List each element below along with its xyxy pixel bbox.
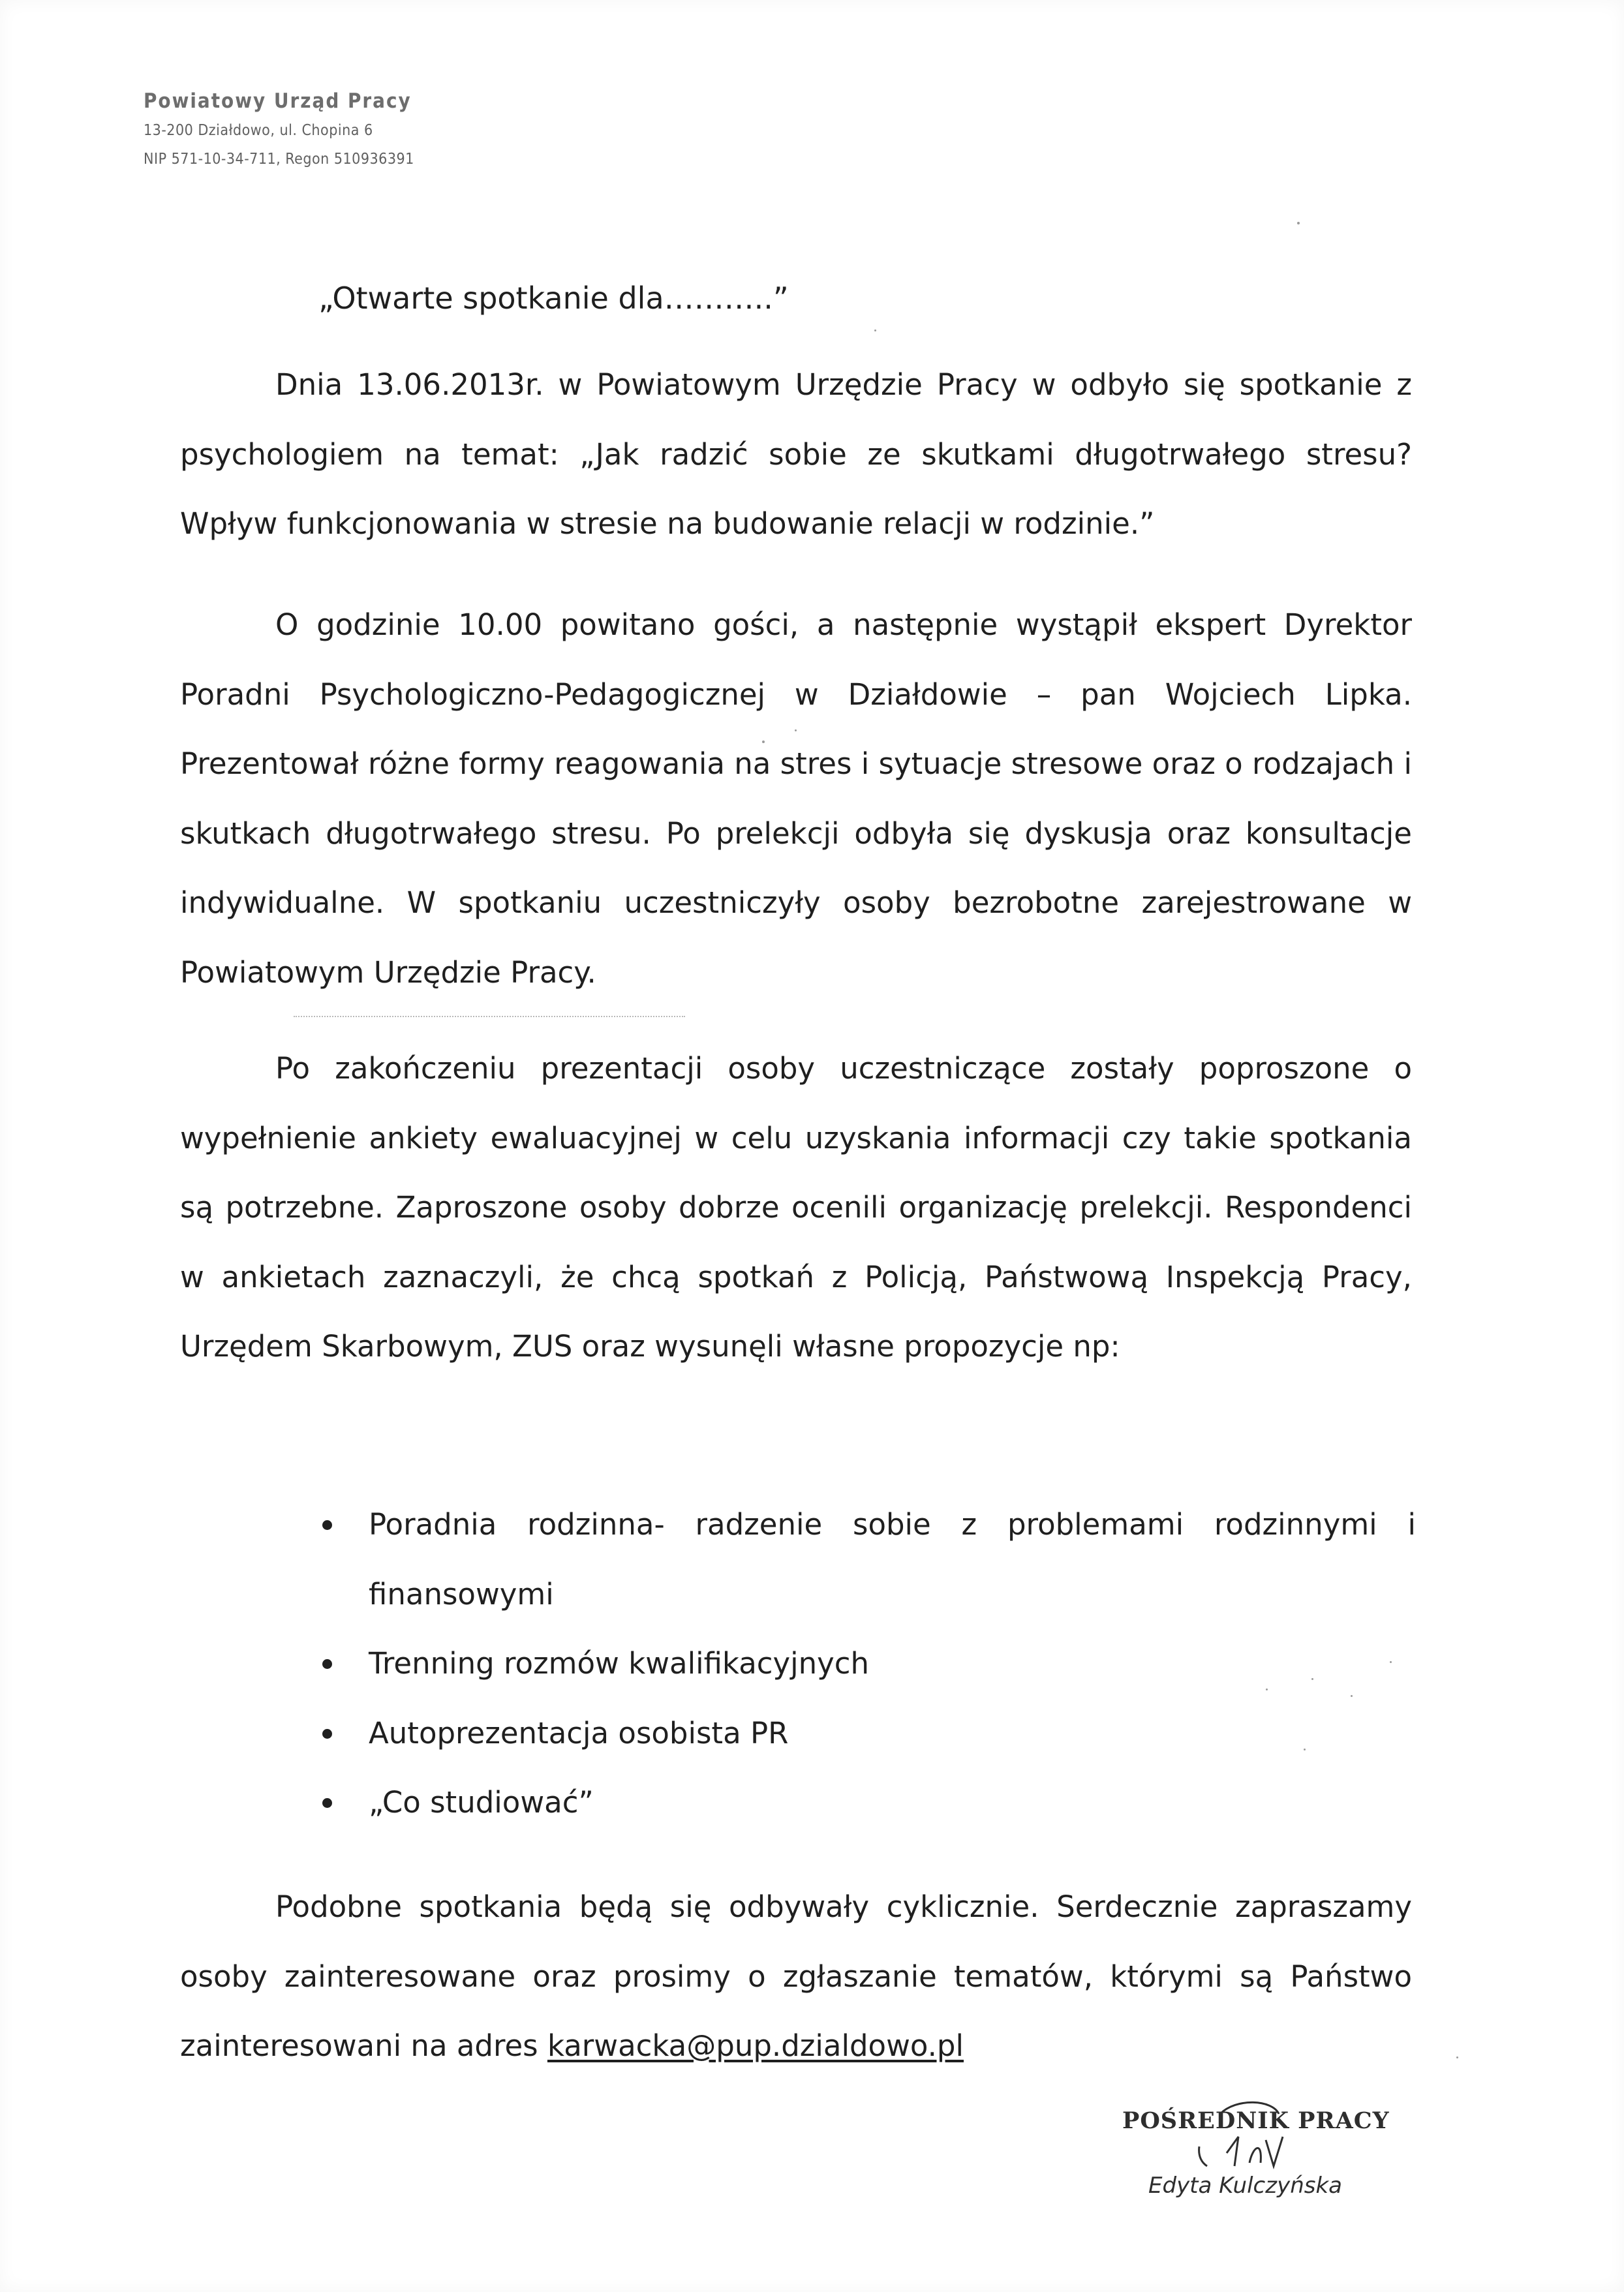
list-item-text: „Co studiować”: [369, 1785, 594, 1820]
scan-speck: [1311, 1678, 1313, 1680]
signature-stamp: [1122, 2101, 1396, 2231]
list-item: [320, 1490, 1416, 1629]
proposals-list: [320, 1490, 1416, 1838]
letterhead: [144, 86, 535, 174]
list-item-text: Trenning rozmów kwalifikacyjnych: [369, 1646, 870, 1681]
bullet-dot-icon: [322, 1520, 332, 1530]
document-title: „Otwarte spotkanie dla………..”: [318, 281, 789, 316]
list-item: [320, 1768, 1416, 1838]
paragraph-closing: [180, 1872, 1412, 2081]
stamp-name: Edyta Kulczyńska: [1148, 2173, 1342, 2199]
scan-speck: [1351, 1695, 1353, 1697]
closing-text: Podobne spotkania będą się odbywały cyklicznie. Serdecznie zapraszamy osoby zainteresowane oraz prosimy o zgłaszanie tematów, którymi są Państwo zainteresowani na adres: [180, 1889, 1412, 2063]
letterhead-ids: NIP 571-10-34-711, Regon 510936391: [144, 151, 414, 168]
scan-speck: [1304, 1749, 1306, 1750]
paragraph-intro: Dnia 13.06.2013r. w Powiatowym Urzędzie Pracy w odbyło się spotkanie z psychologiem na temat: „Jak radzić sobie ze skutkami długotrwałego stresu? Wpływ funkcjonowania w stresie na budowanie relacji w rodzinie.”: [180, 367, 1412, 541]
list-item: [320, 1629, 1416, 1699]
faint-divider: [294, 1016, 685, 1017]
scan-speck: [1456, 2056, 1458, 2058]
paragraph-survey: Po zakończeniu prezentacji osoby uczestniczące zostały poproszone o wypełnienie ankiety ewaluacyjnej w celu uzyskania informacji czy takie spotkania są potrzebne. Zaproszone osoby dobrze ocenili organizację prelekcji. Respondenci w ankietach zaznaczyli, że chcą spotkań z Policją, Państwową Inspekcją Pracy, Urzędem Skarbowym, ZUS oraz wysunęli własne propozycje np:: [180, 1051, 1412, 1364]
stamp-title: POŚREDNIK PRACY: [1122, 2107, 1390, 2134]
list-item-text: Poradnia rodzinna- radzenie sobie z problemami rodzinnymi i finansowymi: [369, 1507, 1416, 1612]
bullet-dot-icon: [322, 1729, 332, 1739]
scan-speck: [1297, 222, 1300, 224]
list-item-text: Autoprezentacja osobista PR: [369, 1715, 789, 1750]
scan-speck: [874, 329, 876, 331]
scan-speck: [1266, 1688, 1268, 1690]
letterhead-address: 13-200 Działdowo, ul. Chopina 6: [144, 122, 373, 139]
bullet-dot-icon: [322, 1659, 332, 1669]
email-link[interactable]: karwacka@pup.dzialdowo.pl: [547, 2028, 964, 2063]
letterhead-org-name: Powiatowy Urząd Pracy: [144, 89, 412, 113]
bullet-dot-icon: [322, 1798, 332, 1808]
paragraph-meeting: O godzinie 10.00 powitano gości, a następnie wystąpił ekspert Dyrektor Poradni Psychologiczno-Pedagogicznej w Działdowie – pan Wojciech Lipka. Prezentował różne formy reagowania na stres i sytuacje stresowe oraz o rodzajach i skutkach długotrwałego stresu. Po prelekcji odbyła się dyskusja oraz konsultacje indywidualne. W spotkaniu uczestniczyły osoby bezrobotne zarejestrowane w Powiatowym Urzędzie Pracy.: [180, 607, 1412, 990]
list-item: [320, 1699, 1416, 1769]
scan-speck: [1390, 1661, 1392, 1663]
scan-speck: [795, 729, 797, 731]
scan-speck: [762, 741, 765, 743]
